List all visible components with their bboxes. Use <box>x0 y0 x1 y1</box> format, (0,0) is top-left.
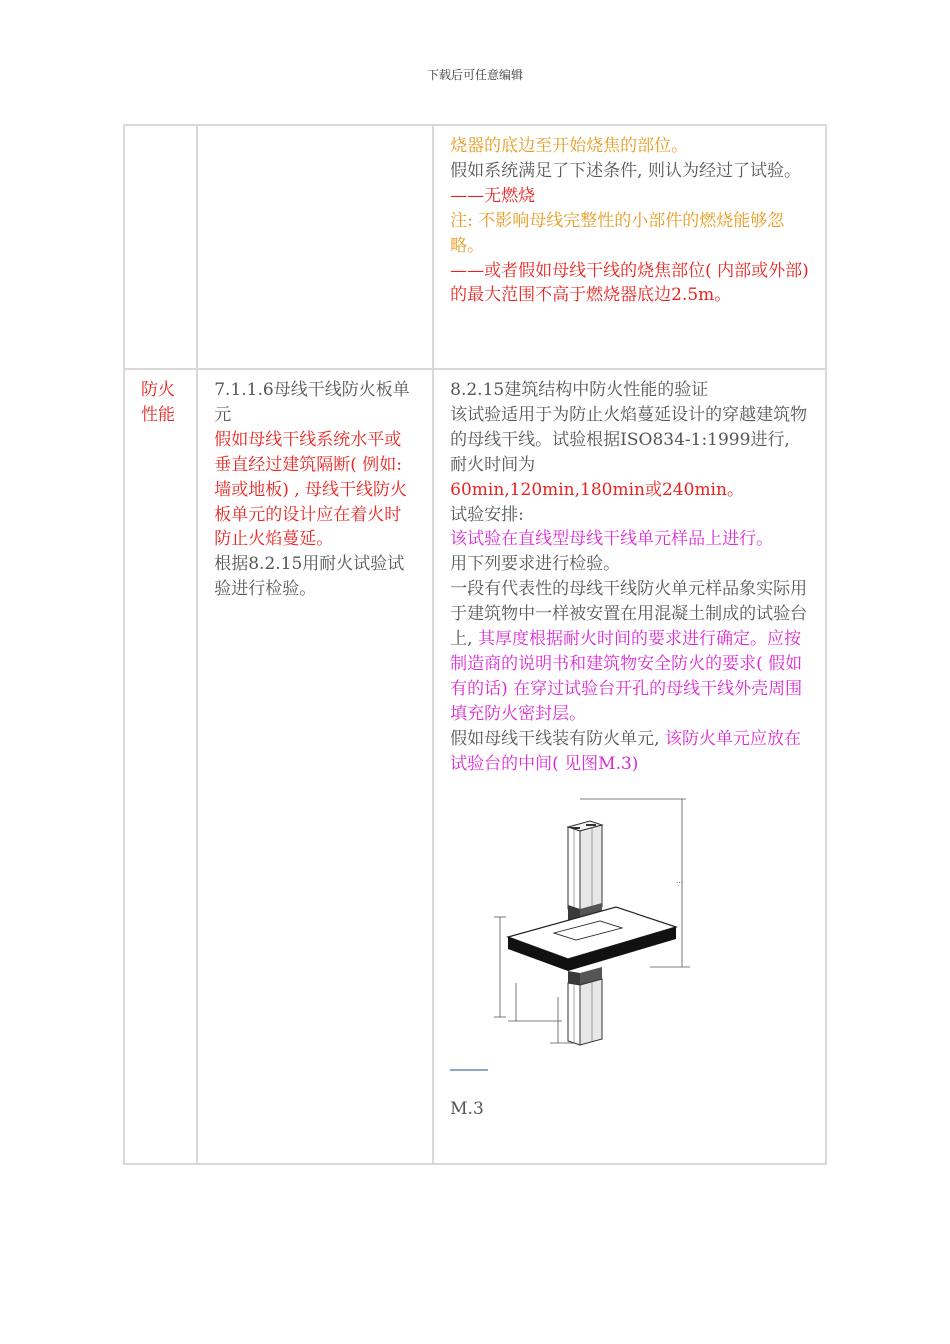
row2-category: 防火性能 <box>124 369 197 1164</box>
figure-m3-drawing <box>450 787 700 1067</box>
text-line: 该试验适用于为防止火焰蔓延设计的穿越建筑物的母线干线。试验根据ISO834-1:1999进行, 耐火时间为 <box>450 404 808 475</box>
svg-text:…: … <box>676 876 684 885</box>
table-row <box>124 125 826 369</box>
spec-table <box>123 124 827 1165</box>
row2-requirement <box>197 369 433 1164</box>
figure-rule <box>450 1069 488 1071</box>
text-line: ——或者假如母线干线的烧焦部位( 内部或外部) 的最大范围不高于燃烧器底边2.5m。 <box>450 260 809 306</box>
mixed-paragraph <box>450 727 809 777</box>
text-line: 7.1.1.6母线干线防火板单元 <box>214 380 410 425</box>
row2-test <box>433 369 826 1164</box>
page-header: 下载后可任意编辑 <box>426 68 523 82</box>
text-line: 烧器的底边至开始烧焦的部位。 <box>450 136 689 156</box>
text-run: 其厚度根据耐火时间的要求进行确定。应按制造商的说明书和建筑物安全防火的要求( 假如有的话) 在穿过试验台开孔的母线干线外壳周围填充防火密封层。 <box>450 629 803 724</box>
text-line: 8.2.15建筑结构中防火性能的验证 <box>450 380 709 400</box>
text-run: 假如母线干线装有防火单元, <box>450 728 665 749</box>
text-line: 注: 不影响母线完整性的小部件的燃烧能够忽略。 <box>450 210 785 256</box>
text-line: 试验安排: <box>450 504 524 525</box>
row1-col2 <box>197 125 433 369</box>
text-line: 根据8.2.15用耐火试验试验进行检验。 <box>214 554 405 600</box>
text-line: ——无燃烧 <box>450 185 536 206</box>
text-line: 假如母线干线系统水平或垂直经过建筑隔断( 例如:墙或地板) , 母线干线防火板单元的设计应在着火时防止火焰蔓延。 <box>214 429 408 550</box>
mixed-paragraph <box>450 577 809 726</box>
text-line: 用下列要求进行检验。 <box>450 554 621 575</box>
table-row <box>124 369 826 1164</box>
row1-col3 <box>433 125 826 369</box>
text-line: 该试验在直线型母线干线单元样品上进行。 <box>450 529 774 550</box>
text-run: 该防火单元应放在试验台的中间( 见图M.3) <box>450 728 801 774</box>
text-line: 60min,120min,180min或240min。 <box>450 479 744 500</box>
text-line: 假如系统满足了下述条件, 则认为经过了试验。 <box>450 160 801 181</box>
row1-col1 <box>124 125 197 369</box>
text-run: 一段有代表性的母线干线防火单元样品象实际用于建筑物中一样被安置在用混凝土制成的试验台上, <box>450 579 808 650</box>
figure-caption: M.3 <box>450 1098 484 1119</box>
fire-barrier-diagram <box>450 787 700 1067</box>
